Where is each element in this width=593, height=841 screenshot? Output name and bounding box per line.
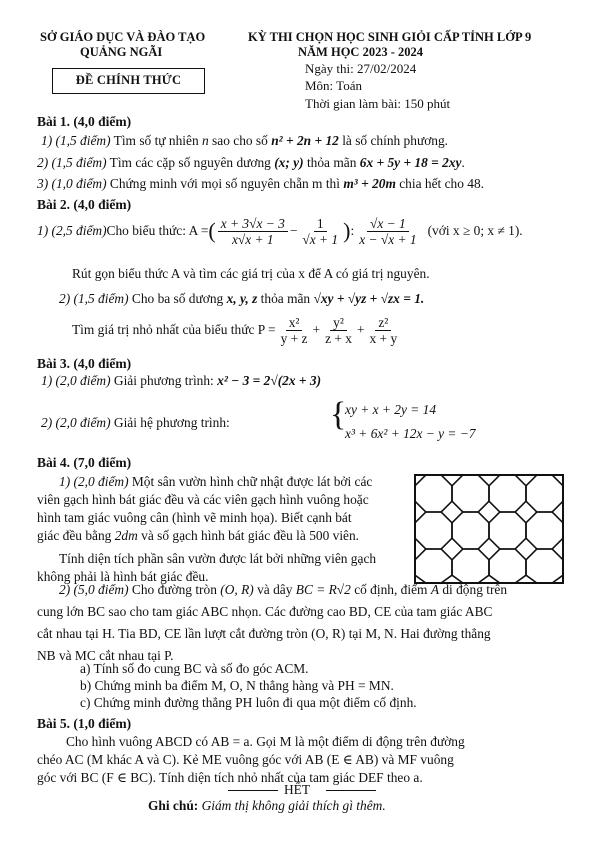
problem-4-q2-line4: NB và MC cắt nhau tại P. (37, 648, 174, 663)
problem-5-line2: chéo AC (M khác A và C). Kẻ ME vuông góc với AB (E ∈ AB) và MF vuông (37, 752, 454, 767)
octagon-tile (415, 512, 452, 549)
octagon-tile (452, 475, 489, 512)
problem-4-q2-part-c: c) Chứng minh đường thẳng PH luôn đi qua một điểm cố định. (80, 695, 417, 710)
problem-4-q1-line4: giác đều bằng 2dm và số gạch hình bát giác đều là 500 viên. (37, 528, 360, 543)
octagon-tile (452, 549, 489, 583)
footnote: Ghi chú: Giám thị không giải thích gì thêm. (148, 798, 386, 813)
exam-duration: Thời gian làm bài: 150 phút (305, 96, 451, 111)
problem-4-q1-line2: viên gạch hình bát giác đều và các viên gạch hình vuông hoặc (37, 492, 369, 507)
end-rule-left (228, 790, 278, 791)
exam-date: Ngày thi: 27/02/2024 (305, 61, 417, 76)
problem-1-title: Bài 1. (4,0 điểm) (37, 114, 132, 129)
problem-3-q1: 1) (2,0 điểm) Giải phương trình: x² − 3 = 2√(2x + 3) (41, 373, 322, 388)
problem-1-q2: 2) (1,5 điểm) Tìm các cặp số nguyên dương (x; y) thỏa mãn 6x + 5y + 18 = 2xy. (37, 155, 465, 170)
octagon-tile (415, 549, 452, 583)
province-name: QUẢNG NGÃI (80, 45, 163, 59)
end-rule-right (326, 790, 376, 791)
problem-2-q2-expression: Tìm giá trị nhỏ nhất của biểu thức P = $\frac{\text{x²}}{y + z}$ + $\frac{\text{y²}}{z + x}$ + $\frac{\text{z²}}{x + y}$ (72, 314, 398, 346)
problem-4-q1-line1: 1) (2,0 điểm) Một sân vườn hình chữ nhật được lát bởi các (59, 474, 373, 489)
problem-5-line1: Cho hình vuông ABCD có AB = a. Gọi M là một điểm di động trên đường (66, 734, 465, 749)
department-name: SỞ GIÁO DỤC VÀ ĐÀO TẠO (40, 30, 206, 44)
octagon-tile (452, 512, 489, 549)
problem-4-q1-line5: Tính diện tích phần sân vườn được lát bởi những viên gạch (59, 551, 377, 566)
octagon-tiling-figure (414, 474, 564, 584)
problem-2-title: Bài 2. (4,0 điểm) (37, 197, 132, 212)
problem-2-q1-task: Rút gọn biểu thức A và tìm các giá trị của x để A có giá trị nguyên. (72, 266, 430, 281)
system-brace: { (330, 396, 347, 433)
problem-4-q2-line3: cắt nhau tại H. Tia BD, CE lần lượt cắt đường tròn (O, R) tại M, N. Hai đường thẳng (37, 626, 491, 641)
equation-system (330, 396, 570, 446)
problem-4-q2-line1: 2) (5,0 điểm) Cho đường tròn (O, R) và dây BC = R√2 cố định, điểm A di động trên (59, 582, 508, 597)
octagon-tile (526, 475, 563, 512)
problem-3-title: Bài 3. (4,0 điểm) (37, 356, 132, 371)
problem-4-q1-line3: hình tam giác vuông cân (hình vẽ minh họa). Biết cạnh bát (37, 510, 352, 525)
problem-5-line3: góc với BC (F ∈ BC). Tính diện tích nhỏ nhất của tam giác DEF theo a. (37, 770, 423, 785)
system-equation-1: xy + x + 2y = 14 (345, 402, 437, 417)
problem-1-q1: 1) (1,5 điểm) Tìm số tự nhiên n sao cho số n² + 2n + 12 là số chính phương. (41, 133, 449, 148)
problem-4-q2-part-b: b) Chứng minh ba điểm M, O, N thẳng hàng và PH = MN. (80, 678, 394, 693)
problem-4-title: Bài 4. (7,0 điểm) (37, 455, 132, 470)
problem-2-q2: 2) (1,5 điểm) Cho ba số dương x, y, z thỏa mãn √xy + √yz + √zx = 1. (59, 291, 425, 306)
end-marker (228, 782, 378, 798)
end-label: HẾT (284, 782, 311, 797)
exam-title: KỲ THI CHỌN HỌC SINH GIỎI CẤP TỈNH LỚP 9 (248, 30, 532, 44)
system-equation-2: x³ + 6x² + 12x − y = −7 (345, 426, 476, 441)
problem-1-q3: 3) (1,0 điểm) Chứng minh với mọi số nguyên chẵn m thì m³ + 20m chia hết cho 48. (37, 176, 484, 191)
octagon-tile (489, 475, 526, 512)
octagon-tile (526, 512, 563, 549)
octagon-tile (489, 512, 526, 549)
problem-3-q2: 2) (2,0 điểm) Giải hệ phương trình: (41, 415, 230, 430)
school-year: NĂM HỌC 2023 - 2024 (298, 45, 423, 59)
problem-2-q1-expression: 1) (2,5 điểm) Cho biểu thức: A = ( $\frac{x + 3√x - 3}{x√x + 1}$ − $\frac{1}{√x + 1}$ ) : $\frac{√x - 1}{x - √x + 1}$ (với x ≥ 0; x ≠ 1). (37, 215, 523, 247)
problem-4-q2-line2: cung lớn BC sao cho tam giác ABC nhọn. Các đường cao BD, CE của tam giác ABC (37, 604, 493, 619)
octagon-tile (415, 475, 452, 512)
problem-4-q2-part-a: a) Tính số đo cung BC và số đo góc ACM. (80, 661, 309, 676)
exam-subject: Môn: Toán (305, 78, 362, 93)
official-exam-box: ĐỀ CHÍNH THỨC (52, 68, 205, 94)
problem-4-q1-line6: không phải là hình bát giác đều. (37, 569, 209, 584)
problem-5-title: Bài 5. (1,0 điểm) (37, 716, 132, 731)
octagon-tile (489, 549, 526, 583)
octagon-tile (526, 549, 563, 583)
